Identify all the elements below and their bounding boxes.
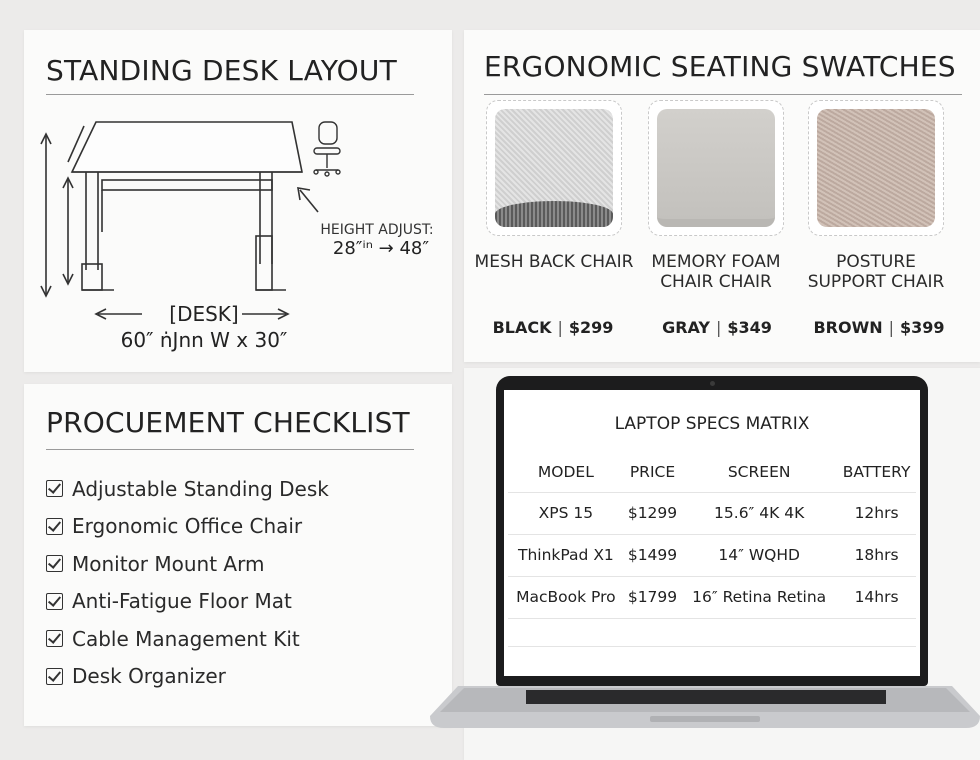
office-chair-icon — [314, 122, 340, 176]
swatch-price-row: BROWN | $399 — [813, 318, 945, 337]
desk-panel-title: STANDING DESK LAYOUT — [46, 54, 397, 87]
check-item-label: Adjustable Standing Desk — [72, 476, 329, 501]
checkbox-checked-icon[interactable] — [46, 555, 63, 572]
procurement-checklist-panel — [24, 384, 452, 726]
desk-dimensions: 60″ ṅJnn W x 30″ — [120, 328, 288, 352]
swatch-color-name: BLACK — [492, 318, 552, 337]
table-cell: 12hrs — [837, 492, 916, 534]
checkbox-checked-icon[interactable] — [46, 668, 63, 685]
desk-label: [DESK] — [169, 302, 239, 326]
laptop-lid — [496, 376, 928, 686]
checklist-title: PROCUEMENT CHECKLIST — [46, 406, 410, 439]
check-item-label: Monitor Mount Arm — [72, 551, 265, 576]
swatches-panel-title: ERGONOMIC SEATING SWATCHES — [484, 50, 956, 83]
specs-title: LAPTOP SPECS MATRIX — [614, 414, 810, 434]
table-cell: XPS 15 — [508, 492, 624, 534]
table-cell: 14hrs — [837, 576, 916, 618]
list-item[interactable] — [46, 508, 329, 546]
camera-icon — [710, 381, 715, 386]
height-adjust-label: HEIGHT ADJUST: — [320, 222, 434, 238]
swatch-price-row: BLACK | $299 — [492, 318, 614, 337]
list-item[interactable] — [46, 658, 329, 696]
check-item-label: Anti-Fatigue Floor Mat — [72, 589, 292, 614]
swatch-name: MESH BACK CHAIR — [474, 252, 634, 272]
table-row — [508, 534, 916, 576]
table-cell: ThinkPad X1 — [508, 534, 624, 576]
title-divider — [484, 94, 962, 95]
swatch-color-name: GRAY — [662, 318, 710, 337]
title-divider — [46, 449, 414, 450]
table-cell: 14″ WQHD — [681, 534, 837, 576]
check-item-label: Ergonomic Office Chair — [72, 514, 303, 539]
trackpad-notch — [650, 716, 760, 722]
swatch-name: POSTURE SUPPORT CHAIR — [807, 252, 945, 292]
table-row — [508, 492, 916, 534]
list-item[interactable] — [46, 470, 329, 508]
swatch-price: $299 — [568, 318, 614, 337]
table-row — [508, 576, 916, 618]
swatch-price-row: GRAY | $349 — [662, 318, 772, 337]
laptop-screen — [504, 390, 920, 676]
swatch-name: MEMORY FOAM CHAIR CHAIR — [651, 252, 781, 292]
swatch-memory-foam-gray[interactable] — [648, 100, 784, 236]
list-item[interactable] — [46, 620, 329, 658]
table-header-row — [508, 452, 916, 492]
table-cell: $1499 — [624, 534, 681, 576]
column-header: BATTERY — [837, 452, 916, 492]
laptop-base — [430, 686, 980, 730]
check-item-label: Desk Organizer — [72, 664, 226, 689]
list-item[interactable] — [46, 583, 329, 621]
table-cell: $1799 — [624, 576, 681, 618]
column-header: SCREEN — [681, 452, 837, 492]
column-header: PRICE — [624, 452, 681, 492]
swatch-price: $399 — [900, 318, 945, 337]
column-header: MODEL — [508, 452, 624, 492]
table-cell: 16″ Retina Retina — [681, 576, 837, 618]
checkbox-checked-icon[interactable] — [46, 593, 63, 610]
checklist — [46, 470, 329, 695]
table-cell: 15.6″ 4K 4K — [681, 492, 837, 534]
seating-swatches-panel — [464, 30, 980, 362]
swatch-color-name: BROWN — [813, 318, 883, 337]
list-item[interactable] — [46, 545, 329, 583]
table-cell: $1299 — [624, 492, 681, 534]
table-cell: 18hrs — [837, 534, 916, 576]
specs-table — [508, 452, 916, 647]
checkbox-checked-icon[interactable] — [46, 480, 63, 497]
check-item-label: Cable Management Kit — [72, 626, 300, 651]
keyboard — [526, 690, 886, 704]
height-range: 28″ⁱⁿ → 48″ — [332, 238, 430, 259]
swatch-posture-brown[interactable] — [808, 100, 944, 236]
table-cell: MacBook Pro — [508, 576, 624, 618]
standing-desk-panel — [24, 30, 452, 372]
table-row — [508, 618, 916, 646]
swatch-price: $349 — [727, 318, 772, 337]
checkbox-checked-icon[interactable] — [46, 630, 63, 647]
swatch-mesh-black[interactable] — [486, 100, 622, 236]
checkbox-checked-icon[interactable] — [46, 518, 63, 535]
